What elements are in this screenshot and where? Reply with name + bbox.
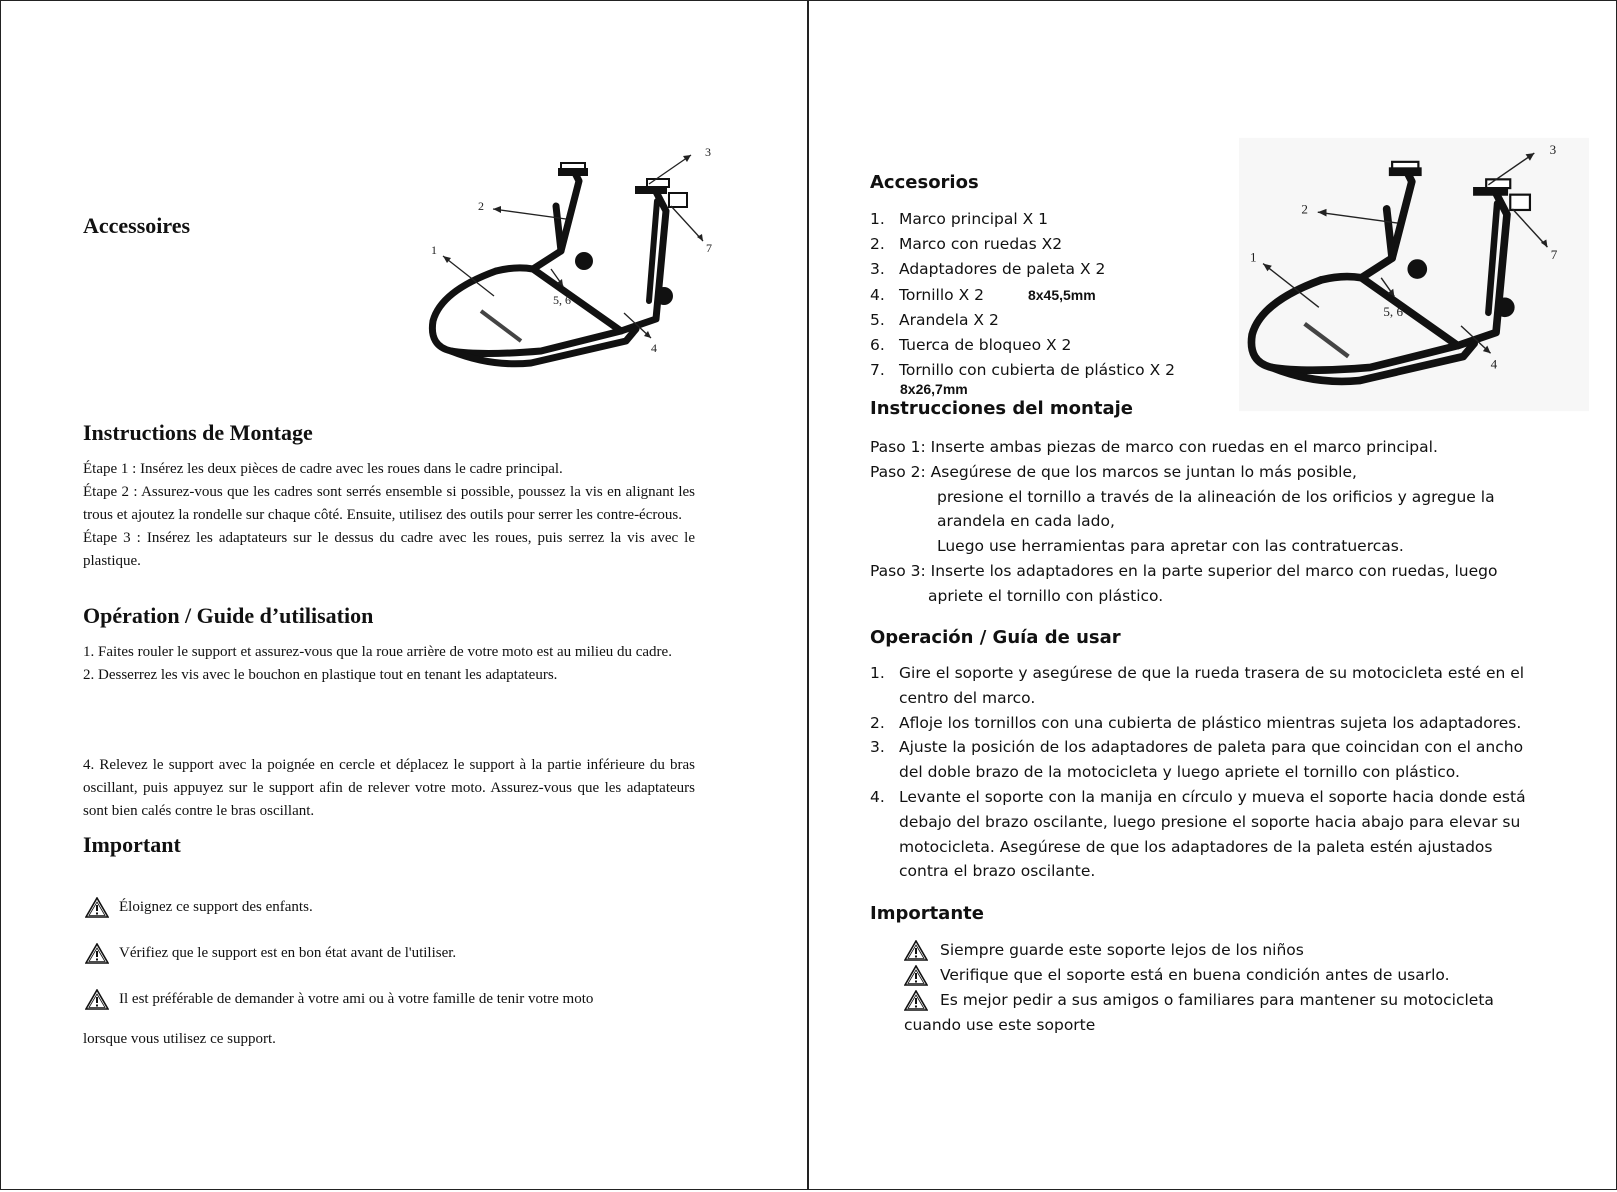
page-french xyxy=(0,0,808,1190)
warning-icon xyxy=(85,943,109,964)
accessory-item: 6. Tuerca de bloqueo X 2 xyxy=(870,336,1072,355)
operation-step-2: 2. Desserrez les vis avec le bouchon en plastique tout en tenant les adaptateurs. xyxy=(83,667,558,683)
paso-3-cont: apriete el tornillo con plástico. xyxy=(928,586,1164,605)
operacion-title: Operación / Guía de usar xyxy=(870,627,1121,648)
warning-row-2 xyxy=(85,943,456,964)
warning-icon xyxy=(85,897,109,918)
warning-row-3 xyxy=(85,989,593,1010)
operation-step-4-block xyxy=(83,754,695,823)
accessory-item: 7. Tornillo con cubierta de plástico X 2 xyxy=(870,361,1175,380)
accessory-item: 1. Marco principal X 1 xyxy=(870,210,1048,228)
accessory-item: 2. Marco con ruedas X2 xyxy=(870,235,1063,254)
warning-row-1 xyxy=(904,938,1494,963)
instrucciones-title: Instrucciones del montaje xyxy=(870,398,1133,419)
wheel-left xyxy=(1407,259,1427,279)
operation-item: 3. Ajuste la posición de los adaptadores de paleta para que coincidan con el ancho del doble brazo de la motocicleta y luego apriete el tornillo con plástico. xyxy=(870,738,1524,782)
operation-title: Opération / Guide d’utilisation xyxy=(83,603,374,628)
accessory-item: 5. Arandela X 2 xyxy=(870,310,999,329)
warning-text-1: Siempre guarde este soporte lejos de los niños xyxy=(940,941,1304,959)
diagram-label-4: 4 xyxy=(651,341,657,355)
stand-frame xyxy=(432,169,666,364)
accessory-item: 4. Tornillo X 2 8x45,5mm xyxy=(870,283,1290,308)
warning-text-3: Il est préférable de demander à votre ami ou à votre famille de tenir votre moto xyxy=(119,991,594,1007)
stand-diagram xyxy=(1239,137,1589,412)
paso-1: Paso 1: Inserte ambas piezas de marco con ruedas en el marco principal. xyxy=(870,438,1438,456)
diagram-label-2: 2 xyxy=(1301,201,1308,217)
operation-steps xyxy=(83,641,695,687)
operation-item: 4. Levante el soporte con la manija en círculo y mueva el soporte hacia donde está debajo del brazo oscilante, luego presione el soporte hacia abajo para elevar su motocicleta. Asegúrese de que los adaptadores de la paleta estén ajustados contra el brazo oscilante. xyxy=(870,787,1526,881)
page-spanish xyxy=(808,0,1617,1190)
warning-text-2: Verifique que el soporte está en buena condición antes de usarlo. xyxy=(940,966,1450,984)
operation-step-1: 1. Faites rouler le support et assurez-vous que la roue arrière de votre moto est au milieu du cadre. xyxy=(83,644,672,660)
warning-icon xyxy=(904,990,928,1011)
warning-row-3 xyxy=(904,988,1494,1013)
wheel-left xyxy=(575,252,593,270)
diagram-label-3: 3 xyxy=(1549,142,1557,158)
assembly-step-2: Étape 2 : Assurez-vous que les cadres sont serrés ensemble si possible, poussez la vis en alignant les trous et ajoutez la rondelle sur chaque côté. Ensuite, utilisez des outils pour serrer les contre-écrous. xyxy=(83,484,695,523)
warning-text-1: Éloignez ce support des enfants. xyxy=(119,899,313,915)
operation-item: 1. Gire el soporte y asegúrese de que la rueda trasera de su motocicleta esté en el centro del marco. xyxy=(870,664,1525,707)
diagram-label-4: 4 xyxy=(1490,356,1498,372)
accesorios-title: Accesorios xyxy=(870,172,979,193)
warning-row-2 xyxy=(904,963,1494,988)
bolt-spec: 8x45,5mm xyxy=(1027,286,1096,303)
wheel-right xyxy=(655,287,673,305)
accessory-item: 3. Adaptadores de paleta X 2 xyxy=(870,260,1106,279)
diagram-label-7: 7 xyxy=(1550,247,1558,263)
warning-icon xyxy=(904,940,928,961)
cover-bolt-spec: 8x26,7mm xyxy=(900,381,968,397)
wheel-right xyxy=(1495,297,1515,317)
diagram-label-5-6: 5, 6 xyxy=(1383,304,1404,320)
warning-continuation: lorsque vous utilisez ce support. xyxy=(83,1031,276,1047)
warning-text-3: Es mejor pedir a sus amigos o familiares para mantener su motocicleta xyxy=(940,991,1494,1009)
warning-row-1 xyxy=(85,897,313,918)
warnings-list xyxy=(904,938,1494,1038)
operation-list xyxy=(870,661,1590,884)
paso-3: Paso 3: Inserte los adaptadores en la parte superior del marco con ruedas, luego xyxy=(870,561,1498,580)
warning-continuation: cuando use este soporte xyxy=(904,1016,1096,1034)
operation-item: 2. Afloje los tornillos con una cubierta de plástico mientras sujeta los adaptadores. xyxy=(870,713,1522,732)
assembly-step-3: Étape 3 : Insérez les adaptateurs sur le dessus du cadre avec les roues, puis serrez la vis avec le plastique. xyxy=(83,530,695,569)
paso-2: Paso 2: Asegúrese de que los marcos se juntan lo más posible, xyxy=(870,462,1357,481)
warning-text-2: Vérifiez que le support est en bon état avant de l'utiliser. xyxy=(119,945,457,961)
warning-icon xyxy=(85,989,109,1010)
assembly-step-1: Étape 1 : Insérez les deux pièces de cadre avec les roues dans le cadre principal. xyxy=(83,461,563,477)
diagram-label-3: 3 xyxy=(705,145,711,159)
assembly-steps xyxy=(83,458,695,573)
warning-icon xyxy=(904,965,928,986)
diagram-label-7: 7 xyxy=(706,241,712,255)
operation-step-4: 4. Relevez le support avec la poignée en cercle et déplacez le support à la partie inférieure du bras oscillant, puis appuyez sur le support afin de relever votre moto. Assurez-vous que les adaptateurs sont bien calés contre le bras oscillant. xyxy=(83,757,695,819)
paso-2-cont-2: arandela en cada lado, xyxy=(937,512,1115,531)
cross-bar xyxy=(481,311,521,341)
diagram-label-1: 1 xyxy=(431,243,437,257)
accessories-list xyxy=(870,207,1290,383)
diagram-label-2: 2 xyxy=(478,199,484,213)
stand-diagram xyxy=(421,141,741,391)
paso-2-cont-1: presione el tornillo a través de la alineación de los orificios y agregue la xyxy=(937,487,1495,506)
diagram-label-1: 1 xyxy=(1249,249,1257,265)
diagram-label-5-6: 5, 6 xyxy=(553,293,571,307)
assembly-title: Instructions de Montage xyxy=(83,420,313,445)
assembly-steps xyxy=(870,435,1570,609)
accessories-title: Accessoires xyxy=(83,213,191,238)
paso-2-cont-3: Luego use herramientas para apretar con las contratuercas. xyxy=(937,537,1404,556)
important-title: Important xyxy=(83,832,181,857)
importante-title: Importante xyxy=(870,903,984,924)
